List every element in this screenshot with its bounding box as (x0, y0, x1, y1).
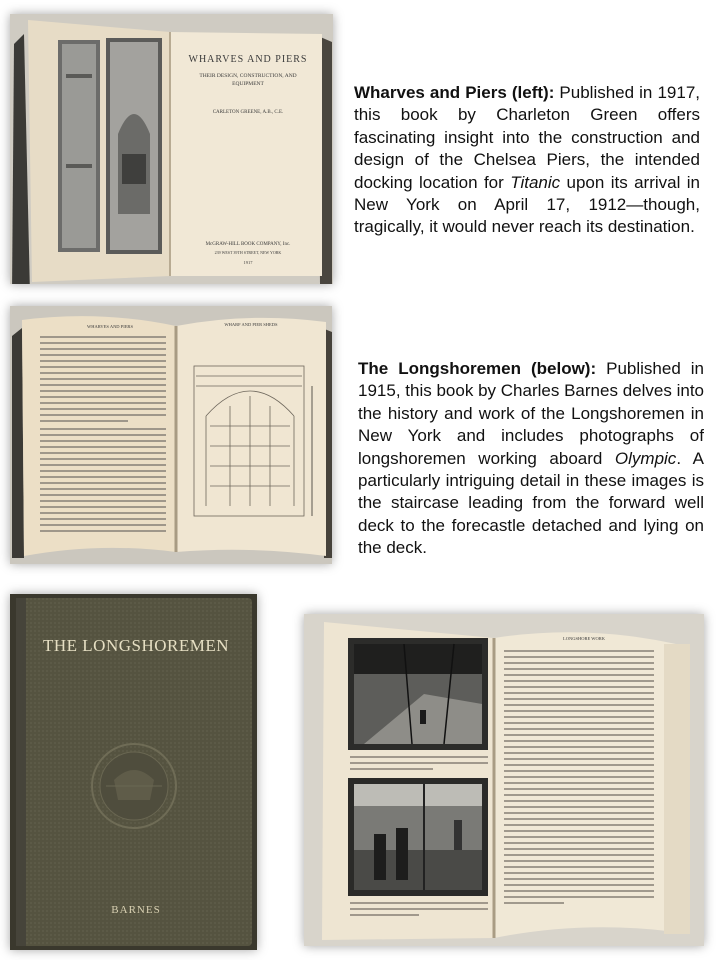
caption-longshoremen-text-after: . A particularly intriguing detail in these images is the staircase leading from the forward well deck to the forecastle detached and lying on the deck. (358, 448, 704, 558)
interior-right-page-text (504, 650, 654, 908)
caption-longshoremen-emph: Olympic (614, 448, 677, 468)
interior-caption-top (350, 756, 488, 774)
interior-caption-bottom (350, 902, 488, 920)
caption-wharves-text-after: upon its arrival in New York on April 17, 1912—though, tragically, it would never reach its destination. (354, 172, 701, 237)
caption-wharves-and-piers (354, 82, 700, 239)
photo-longshoremen-cover (10, 594, 257, 950)
photo-wharves-interior (10, 306, 332, 564)
caption-longshoremen-heading: The Longshoremen (below): (358, 359, 597, 378)
interior-left-page-text (40, 336, 166, 536)
wharves-title: WHARVES AND PIERS (188, 54, 308, 65)
wharves-publisher: McGRAW-HILL BOOK COMPANY, Inc. (205, 242, 291, 247)
photo-longshoremen-interior (304, 614, 704, 946)
caption-longshoremen-text-before: Published in 1915, this book by Charles Barnes delves into the history and work of the Longshoremen in New York and includes photographs of longshoremen working aboard (358, 359, 705, 468)
interior-running-head-left: WHARVES AND PIERS (87, 324, 133, 329)
wharves-year: 1917 (243, 260, 253, 265)
wharves-author: CARLETON GREENE, A.B., C.E. (212, 110, 284, 115)
longshoremen-running-head: LONGSHORE WORK (562, 636, 606, 641)
interior-running-head-right: WHARF AND PIER SHEDS (224, 322, 278, 327)
cover-title: THE LONGSHOREMEN (42, 636, 230, 655)
caption-wharves-text-before: Published in 1917, this book by Charleton Green offers fascinating insight into the construction and design of the Chelsea Piers, the intended docking location for (354, 83, 700, 192)
caption-longshoremen (358, 358, 704, 560)
photo-wharves-and-piers (10, 14, 333, 284)
wharves-publisher-city: 239 WEST 39TH STREET, NEW YORK (214, 250, 282, 255)
caption-wharves-heading: Wharves and Piers (left): (354, 83, 555, 102)
caption-wharves-emph: Titanic (510, 172, 561, 192)
wharves-subtitle: THEIR DESIGN, CONSTRUCTION, AND EQUIPMENT (199, 73, 297, 87)
cover-author: BARNES (111, 904, 161, 916)
